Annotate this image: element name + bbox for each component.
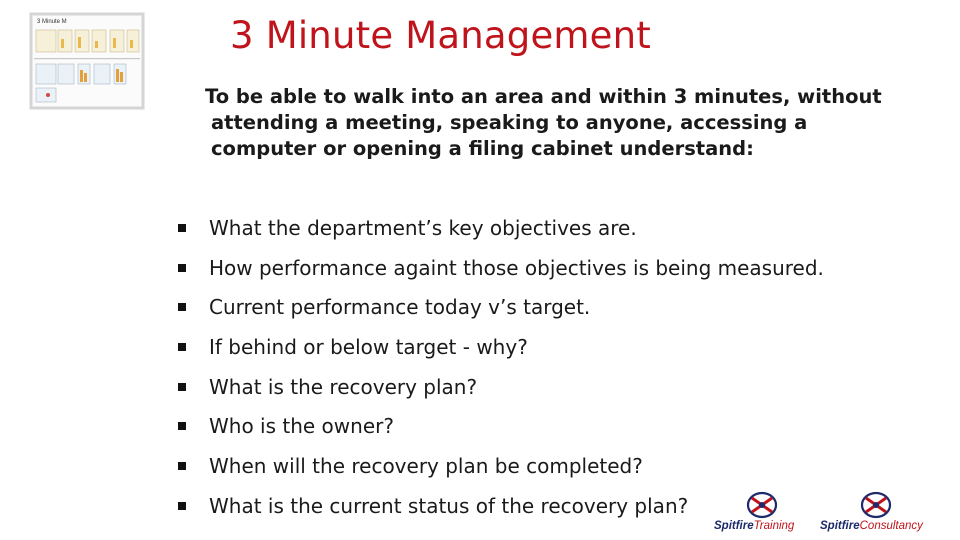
list-item-text: If behind or below target - why? [209,334,528,359]
bullet-icon [178,264,186,272]
intro-line: To be able to walk into an area and within 3 minutes, without [205,85,882,108]
list-item-text: What is the recovery plan? [209,374,478,399]
list-item [178,287,898,327]
list-item [178,208,898,248]
bullet-icon [178,383,186,391]
bullet-icon [178,462,186,470]
list-item-text: Who is the owner? [209,414,394,439]
intro-text [205,84,905,162]
spitfire-consultancy-logo [818,490,943,534]
list-item [178,406,898,446]
bullet-icon [178,422,186,430]
logo-brand-text: Spitfire [714,520,754,532]
list-item [178,367,898,407]
list-item [178,248,898,288]
list-item-text: When will the recovery plan be completed? [209,453,643,478]
list-item-text: What is the current status of the recovery plan? [209,493,689,518]
spitfire-training-logo [712,490,812,534]
slide-title: 3 Minute Management [230,14,651,57]
logo-suffix-text: Training [753,520,795,532]
intro-line: computer or opening a filing cabinet understand: [211,137,754,160]
list-item [178,446,898,486]
bullet-icon [178,224,186,232]
list-item-text: What the department’s key objectives are. [209,215,637,240]
svg-text:3 Minute M: 3 Minute M [37,19,67,25]
list-item-text: Current performance today v’s target. [209,295,591,320]
objectives-list [178,208,898,526]
bullet-icon [178,502,186,510]
list-item [178,327,898,367]
intro-line: attending a meeting, speaking to anyone, accessing a [211,111,808,134]
logo-suffix-text: Consultancy [859,520,923,532]
management-board-image [28,12,146,112]
bullet-icon [178,303,186,311]
bullet-icon [178,343,186,351]
list-item-text: How performance againt those objectives is being measured. [209,255,824,280]
logo-brand-text: Spitfire [820,520,860,532]
